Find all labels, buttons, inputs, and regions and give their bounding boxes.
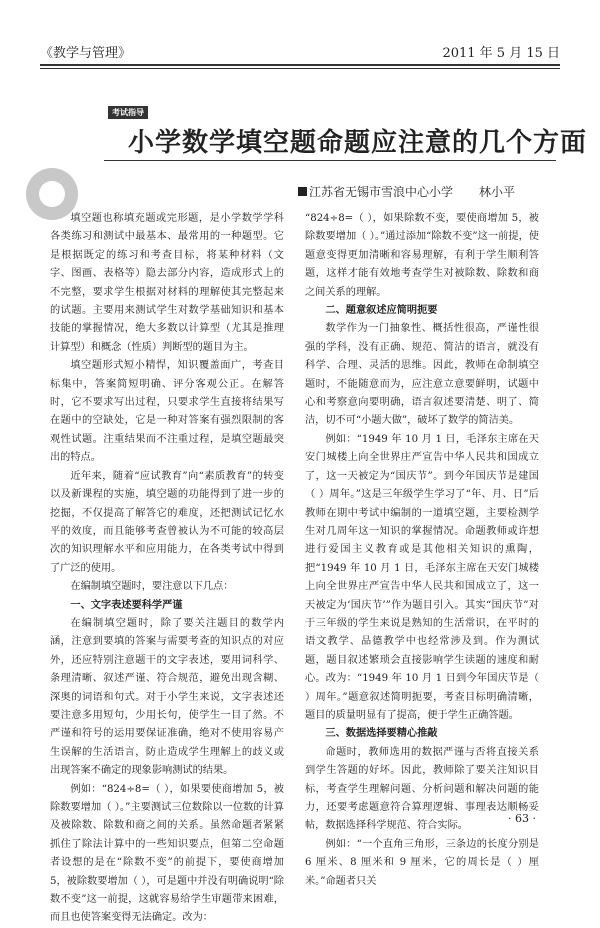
paragraph: 数学作为一门抽象性、概括性很高，严谨性很强的学科，没有正确、规范、简洁的语言，就没有科学、合理、灵活的思维。因此，教师在命制填空题时，不能随意而为，应注意立意要鲜明，试题中心和考察意向要明确，语言叙述要清楚、明了、简洁，切不可“小题大做”，破坏了数学的简洁美。 xyxy=(305,323,539,427)
article-title: 小学数学填空题命题应注意的几个方面 xyxy=(128,128,588,158)
paragraph: 例如：“一个直角三角形，三条边的长度分别是 6 厘米、8 厘米和 9 厘米，它的周长是（ ）厘米。”命题者只关 xyxy=(305,838,539,887)
author-affiliation: 江苏省无锡市雪浪中心小学 xyxy=(309,185,454,199)
section-heading: 一、文字表述要科学严谨 xyxy=(70,599,183,611)
title-underline xyxy=(104,160,556,161)
paragraph: 在编制填空题时，要注意以下几点： xyxy=(70,581,234,593)
paragraph: 例如：“1949 年 10 月 1 日，毛泽东主席在天安门城楼上向全世界庄严宣告中华人民共和国成立了，这一天被定为“国庆节”。到今年国庆节是建国（ ）周年。”这是三年级学生学习了“年、月、日”后教师在期中考试中编制的一道填空题，主要检测学生对几周年这一知识的掌握情况。命题教师或许想进行爱国主义教育或是其他相关知识的熏陶，把“1949 年 10 月 1 日，毛泽东主席在天安门城楼上向全世界庄严宣告中华人民共和国成立了，这一天被定为‘国庆节’”作为题目引入。其实“国庆节”对于三年级的学生来说是熟知的生活常识，在平时的语文教学、品德教学中也经常涉及到。作为测试题，题目叙述繁琐会直接影响学生读题的速度和耐心。改为：“1949 年 10 月 1 日到今年国庆节是（ ）周年。”题意叙述简明扼要，考查目标明确清晰，题目的质量明显有了提高，便于学生正确答题。 xyxy=(305,433,539,721)
paragraph: 填空题形式短小精悍，知识覆盖面广，考查目标集中，答案简短明确、评分客观公正。在解答时，它不要求写出过程，只要求学生直接将结果写在题中的空缺处，它是一种对答案有强烈限制的客观性试题。注重结果而不注重过程，是填空题最突出的特点。 xyxy=(50,360,284,464)
section-heading: 三、数据选择要精心推敲 xyxy=(325,728,438,740)
header-rule-thin xyxy=(40,68,560,69)
paragraph: 命题时，教师选用的数据严谨与否将直接关系到学生答题的好坏。因此，教师除了要关注知识目标，考查学生理解问题、分析问题和解决问题的能力，还要考虑题意符合算理逻辑、事理表达顺畅妥帖，数据选择科学规范、符合实际。 xyxy=(305,746,539,832)
paragraph: 近年来，随着“应试教育”向“素质教育”的转变以及新课程的实施，填空题的功能得到了进一步的挖掘，不仅提高了解答它的难度，还把测试记忆水平的效度，而且能够考查曾被认为不可能的较高层次的知识理解水平和应用能力，在各类考试中得到了广泛的使用。 xyxy=(50,470,284,574)
paragraph: 例如：“824÷8=（ ），如果要使商增加 5，被除数要增加（ ）。”主要测试三位数除以一位数的计算及被除数、除数和商之间的关系。虽然命题者紧紧抓住了除法计算中的一些知识要点，但第二空命题者设想的是在“除数不变”的前提下，要使商增加 5，被除数要增加（ ），可是题中并没有明确说明“除数不变”这一前提，这就容易给学生审题带来困难，而且也使答案变得无法确定。改为： xyxy=(50,783,284,924)
square-bullet-icon xyxy=(298,187,307,196)
journal-name: 《教学与管理》 xyxy=(40,46,132,61)
column-tag: 考试指导 xyxy=(108,106,148,119)
running-header xyxy=(40,40,560,62)
author-name: 林小平 xyxy=(479,185,516,199)
byline xyxy=(298,183,515,200)
paragraph: 填空题也称填充题或完形题，是小学数学学科各类练习和测试中最基本、最常用的一种题型。它是根据既定的练习和考查目标，将某种材料（文字、图画、表格等）隐去部分内容，造成形式上的不完整，要求学生根据对材料的理解使其完整起来的试题。主要用来测试学生对数学基础知识和基本技能的掌握情况，绝大多数以计算型（尤其是推理计算型）和概念（性质）判断型的题目为主。 xyxy=(50,213,284,353)
page-number: · 63 · xyxy=(508,812,536,825)
issue-date: 2011 年 5 月 15 日 xyxy=(442,46,560,61)
left-column xyxy=(50,210,284,924)
paragraph: “824÷8=（ ），如果除数不变，要使商增加 5，被除数要增加（ ）。”通过添加“除数不变”这一前提，使题意变得更加清晰和容易理解，有利于学生顺利答题，这样才能有效地考查学生对被除数、除数和商之间关系的理解。 xyxy=(305,213,539,298)
section-heading: 二、题意叙述应简明扼要 xyxy=(325,305,438,317)
paragraph: 在编制填空题时，除了要关注题目的数学内涵，注意到要填的答案与需要考查的知识点的对应外，还应特别注意题干的文字表述，要用词科学、条理清晰、叙述严谨、符合规范，避免出现含糊、深奥的词语和句式。对于小学生来说，文字表述还要注意多用短句，少用长句，使学生一目了然。不严谨和符号的运用要保证准确，绝对不使用容易产生误解的生活语言，防止造成学生理解上的歧义或出现答案不确定的现象影响测试的结果。 xyxy=(50,617,284,777)
header-rule-thick xyxy=(40,64,560,66)
